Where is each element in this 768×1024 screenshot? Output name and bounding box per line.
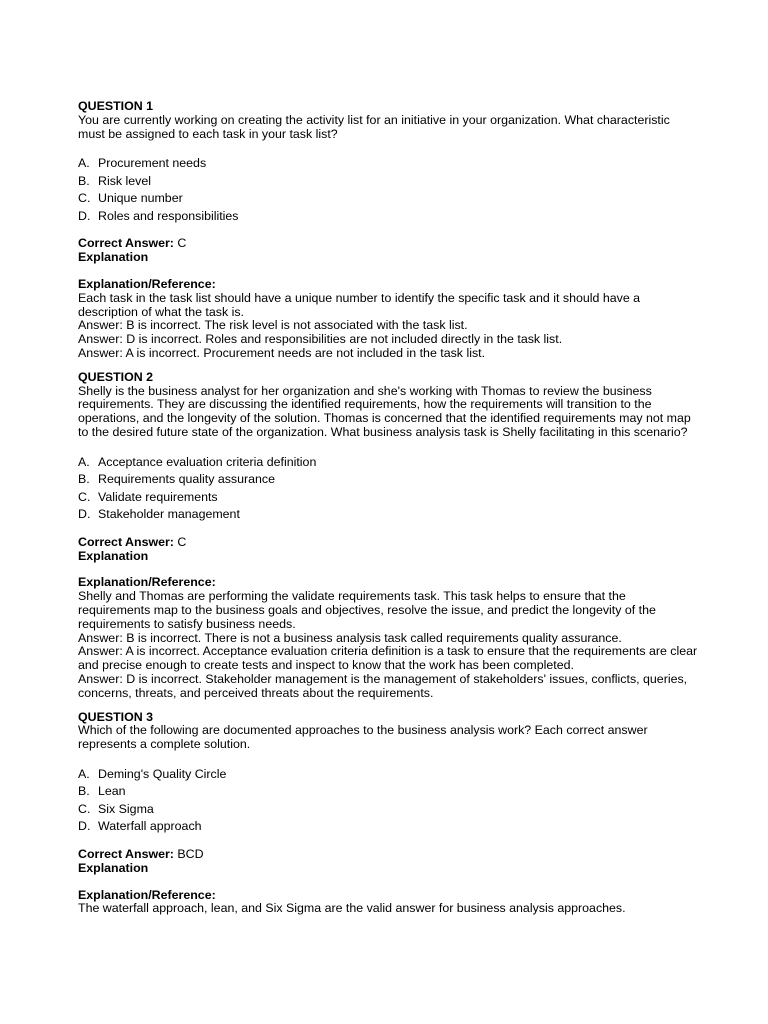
explanation-label: Explanation: [78, 250, 149, 265]
question-text: Shelly is the business analyst for her organization and she's working with Thomas to review the business requirements. They are discussing the identified requirements, how the requirements will transition to the operations, and the longevity of the solution. Thomas is concerned that the identified requirements may not map to the desired future state of the organization. What business analysis task is Shelly facilitating in this scenario?: [78, 383, 691, 439]
option-text: Stakeholder management: [98, 507, 240, 522]
option-item: [78, 471, 698, 489]
option-item: [78, 173, 698, 191]
correct-answer: [78, 536, 698, 550]
option-letter: A.: [78, 454, 90, 469]
option-item: [78, 818, 698, 836]
reference-line: Answer: A is incorrect. Procurement needs are not included in the task list.: [78, 345, 486, 360]
question-title: QUESTION 1: [78, 99, 154, 113]
correct-answer-value: C: [177, 236, 187, 251]
reference-line: Each task in the task list should have a unique number to identify the specific task and it should have a description of what the task is.: [78, 290, 641, 319]
question-1: [78, 100, 698, 361]
reference-line: Answer: B is incorrect. There is not a business analysis task called requirements quality assurance.: [78, 630, 622, 645]
correct-answer-label: Correct Answer:: [78, 534, 174, 549]
question-3: [78, 711, 698, 917]
option-item: [78, 208, 698, 226]
reference-label: Explanation/Reference:: [78, 887, 216, 902]
option-letter: A.: [78, 766, 90, 781]
reference-line: The waterfall approach, lean, and Six Sigma are the valid answer for business analysis approaches.: [78, 901, 626, 916]
option-item: [78, 489, 698, 507]
correct-answer-label: Correct Answer:: [78, 846, 174, 861]
option-letter: B.: [78, 173, 90, 188]
correct-answer: [78, 848, 698, 862]
option-list: [78, 454, 698, 524]
option-text: Roles and responsibilities: [98, 208, 239, 223]
option-letter: D.: [78, 208, 91, 223]
option-text: Unique number: [98, 191, 183, 206]
option-list: [78, 155, 698, 225]
option-text: Acceptance evaluation criteria definition: [98, 454, 317, 469]
answer-block: [78, 848, 698, 876]
option-text: Validate requirements: [98, 489, 218, 504]
option-item: [78, 190, 698, 208]
question-title: QUESTION 2: [78, 369, 154, 384]
reference-block: [78, 278, 698, 361]
option-item: [78, 783, 698, 801]
option-item: [78, 506, 698, 524]
correct-answer-value: BCD: [177, 846, 204, 861]
question-text: You are currently working on creating the activity list for an initiative in your organization. What characteristic must be assigned to each task in your task list?: [78, 112, 670, 141]
answer-block: [78, 237, 698, 265]
question-2: [78, 371, 698, 701]
reference-block: [78, 889, 698, 917]
option-list: [78, 766, 698, 836]
option-item: [78, 454, 698, 472]
option-letter: A.: [78, 156, 90, 171]
option-letter: B.: [78, 784, 90, 799]
option-item: [78, 801, 698, 819]
reference-line: Shelly and Thomas are performing the validate requirements task. This task helps to ensure that the requirements map to the business goals and objectives, resolve the issue, and predict the longevity of the requirements to satisfy business needs.: [78, 589, 656, 631]
answer-block: [78, 536, 698, 564]
correct-answer-label: Correct Answer:: [78, 236, 174, 251]
reference-line: Answer: D is incorrect. Roles and responsibilities are not included directly in the task list.: [78, 332, 563, 347]
reference-block: [78, 576, 698, 700]
reference-label: Explanation/Reference:: [78, 276, 216, 291]
option-text: Risk level: [98, 173, 152, 188]
option-text: Procurement needs: [98, 156, 207, 171]
option-text: Waterfall approach: [98, 819, 202, 834]
option-text: Requirements quality assurance: [98, 472, 276, 487]
option-letter: D.: [78, 819, 91, 834]
reference-line: Answer: D is incorrect. Stakeholder management is the management of stakeholders' issues, conflicts, queries, concerns, threats, and perceived threats about the requirements.: [78, 671, 688, 700]
option-text: Deming's Quality Circle: [98, 766, 227, 781]
option-text: Six Sigma: [98, 801, 154, 816]
option-item: [78, 766, 698, 784]
option-letter: C.: [78, 801, 91, 816]
correct-answer: [78, 237, 698, 251]
explanation-label: Explanation: [78, 860, 149, 875]
option-text: Lean: [98, 784, 126, 799]
document-page: [78, 100, 698, 926]
reference-line: Answer: A is incorrect. Acceptance evaluation criteria definition is a task to ensure that the requirements are clear and precise enough to create tests and inspect to know that the work has been completed.: [78, 644, 698, 673]
reference-line: Answer: B is incorrect. The risk level is not associated with the task list.: [78, 318, 468, 333]
option-letter: C.: [78, 489, 91, 504]
question-text: Which of the following are documented approaches to the business analysis work? Each correct answer represents a complete solution.: [78, 723, 648, 752]
option-letter: B.: [78, 472, 90, 487]
option-letter: D.: [78, 507, 91, 522]
correct-answer-value: C: [177, 534, 187, 549]
option-letter: C.: [78, 191, 91, 206]
option-item: [78, 155, 698, 173]
question-title: QUESTION 3: [78, 709, 154, 724]
reference-label: Explanation/Reference:: [78, 575, 216, 590]
explanation-label: Explanation: [78, 548, 149, 563]
